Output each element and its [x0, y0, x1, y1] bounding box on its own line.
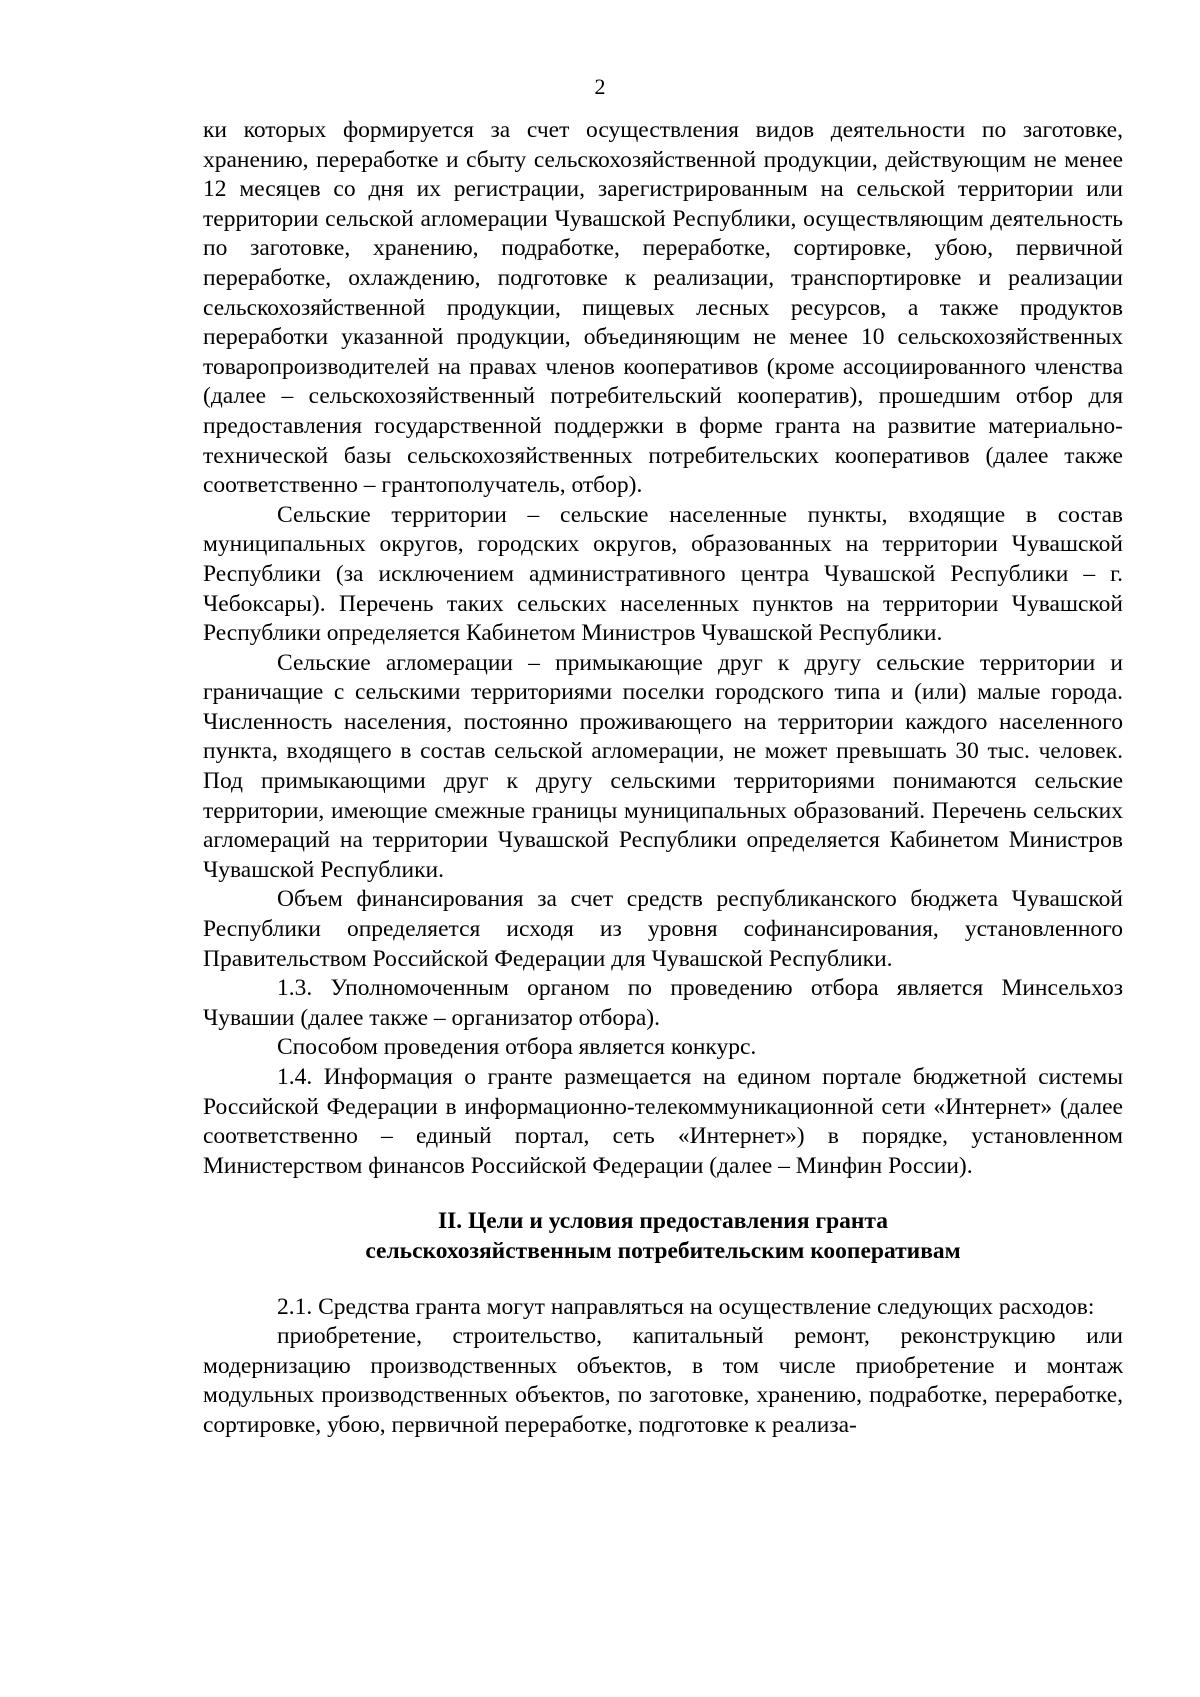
- page-number: 2: [594, 74, 606, 99]
- paragraph: 2.1. Средства гранта могут направляться на осуществление следующих расходов:: [277, 1293, 1095, 1320]
- paragraph: Сельские агломерации – примыкающие друг к другу сельские территории и граничащие с сельскими территориями поселки городского типа и (или) малые города. Численность населения, постоянно проживающего на территории каждого населенного пункта, входящего в состав сельской агломерации, не может превышать 30 тыс. человек. Под примыкающими друг к другу сельскими территориями понимаются сельские территории, имеющие смежные границы муниципальных образований. Перечень сельских агломераций на территории Чувашской Республики определяется Кабинетом Министров Чувашской Республики.: [203, 649, 1123, 883]
- section-heading: [203, 1207, 1123, 1266]
- paragraph: ки которых формируется за счет осуществления видов деятельности по заготовке, хранению, переработке и сбыту сельскохозяйственной продукции, действующим не менее 12 месяцев со дня их регистрации, зарегистрированным на сельской территории или территории сельской агломерации Чувашской Республики, осуществляющим деятельность по заготовке, хранению, подработке, переработке, сортировке, убою, первичной переработке, охлаждению, подготовке к реализации, транспортировке и реализации сельскохозяйственной продукции, пищевых лесных ресурсов, а также продуктов переработки указанной продукции, объединяющим не менее 10 сельскохозяйственных товаропроизводителей на правах членов кооперативов (кроме ассоциированного членства (далее – сельскохозяйственный потребительский кооператив), прошедшим отбор для предоставления государственной поддержки в форме гранта на развитие материально-технической базы сельскохозяйственных потребительских кооперативов (далее также соответственно – грантополучатель, отбор).: [203, 117, 1123, 499]
- paragraph: приобретение, строительство, капитальный ремонт, реконструкцию или модернизацию производственных объектов, в том числе приобретение и монтаж модульных производственных объектов, по заготовке, хранению, подработке, переработке, сортировке, убою, первичной переработке, подготовке к реализа-: [203, 1323, 1123, 1438]
- paragraph: 1.3. Уполномоченным органом по проведению отбора является Минсельхоз Чувашии (далее также – организатор отбора).: [203, 975, 1123, 1031]
- document-body: [203, 116, 1123, 1441]
- section-heading-line: сельскохозяйственным потребительским кооперативам: [365, 1237, 961, 1264]
- paragraph: Сельские территории – сельские населенные пункты, входящие в состав муниципальных округов, городских округов, образованных на территории Чувашской Республики (за исключением административного центра Чувашской Республики – г. Чебоксары). Перечень таких сельских населенных пунктов на территории Чувашской Республики определяется Кабинетом Министров Чувашской Республики.: [203, 501, 1123, 647]
- paragraph: Способом проведения отбора является конкурс.: [277, 1034, 757, 1061]
- paragraph: 1.4. Информация о гранте размещается на едином портале бюджетной системы Российской Федерации в информационно-телекоммуникационной сети «Интернет» (далее соответственно – единый портал, сеть «Интернет») в порядке, установленном Министерством финансов Российской Федерации (далее – Минфин России).: [203, 1064, 1123, 1179]
- paragraph: Объем финансирования за счет средств республиканского бюджета Чувашской Республики определяется исходя из уровня софинансирования, установленного Правительством Российской Федерации для Чувашской Республики.: [203, 886, 1123, 972]
- section-heading-line: II. Цели и условия предоставления гранта: [437, 1208, 889, 1235]
